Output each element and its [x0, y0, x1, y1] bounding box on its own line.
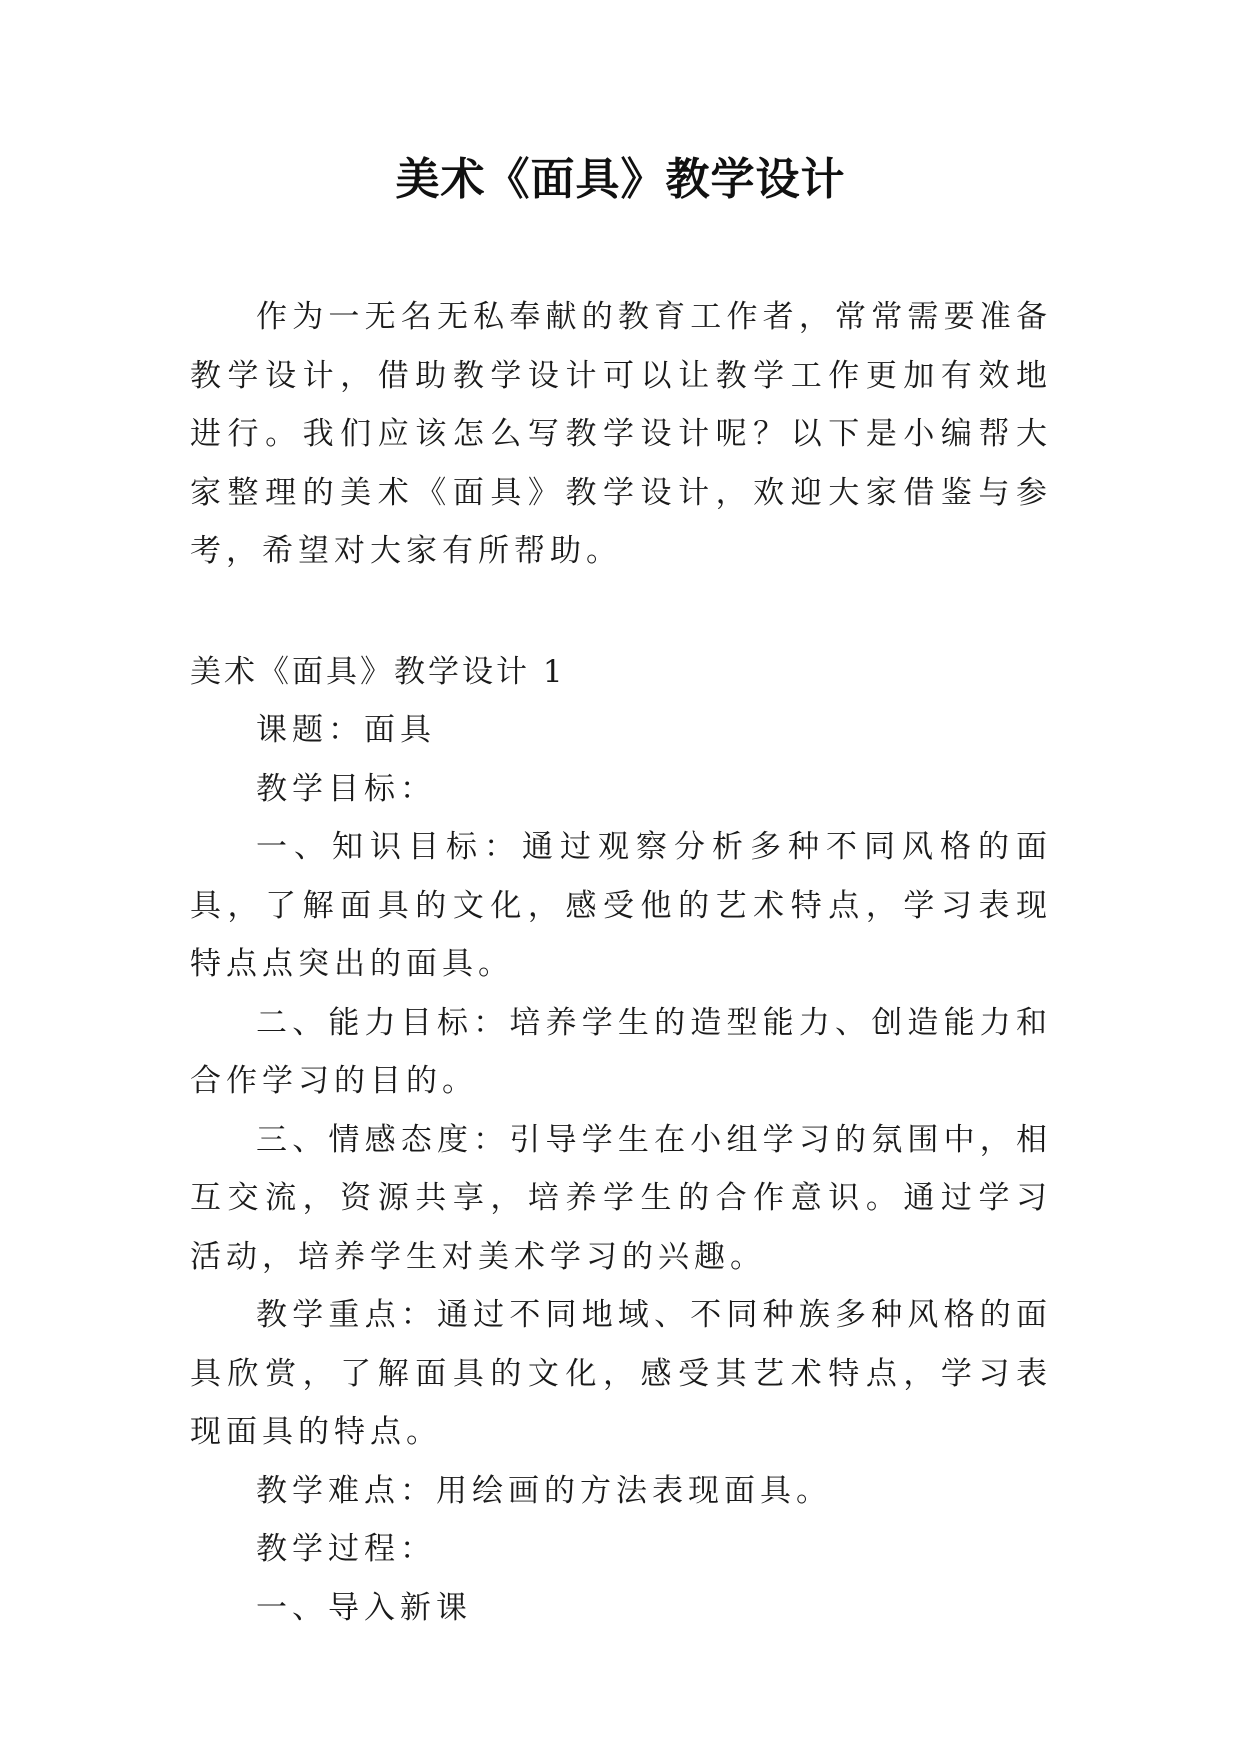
emotion-goal: 三、情感态度：引导学生在小组学习的氛围中，相互交流，资源共享，培养学生的合作意识。通过学习活动，培养学生对美术学习的兴趣。 — [190, 1121, 1052, 1275]
ability-goal: 二、能力目标：培养学生的造型能力、创造能力和合作学习的目的。 — [190, 1004, 1052, 1099]
paragraph-gap — [190, 581, 1052, 643]
lesson-topic: 课题：面具 — [256, 712, 436, 748]
knowledge-goal: 一、知识目标：通过观察分析多种不同风格的面具，了解面具的文化，感受他的艺术特点，学习表现特点点突出的面具。 — [190, 829, 1052, 982]
step-one-heading: 一、导入新课 — [256, 1589, 472, 1626]
teaching-process-heading: 教学过程： — [256, 1531, 436, 1567]
teaching-goals-heading: 教学目标： — [256, 770, 436, 807]
teaching-focus: 教学重点：通过不同地域、不同种族多种风格的面具欣赏，了解面具的文化，感受其艺术特点，学习表现面具的特点。 — [190, 1297, 1052, 1450]
intro-paragraph: 作为一无名无私奉献的教育工作者，常常需要准备教学设计，借助教学设计可以让教学工作更加有效地进行。我们应该怎么写教学设计呢？以下是小编帮大家整理的美术《面具》教学设计，欢迎大家借鉴与参考，希望对大家有所帮助。 — [190, 299, 1052, 569]
section-heading: 美术《面具》教学设计 1 — [190, 653, 566, 690]
document-title: 美术《面具》教学设计 — [395, 154, 846, 205]
teaching-difficulty: 教学难点：用绘画的方法表现面具。 — [256, 1472, 832, 1509]
document-body — [190, 288, 1052, 1637]
